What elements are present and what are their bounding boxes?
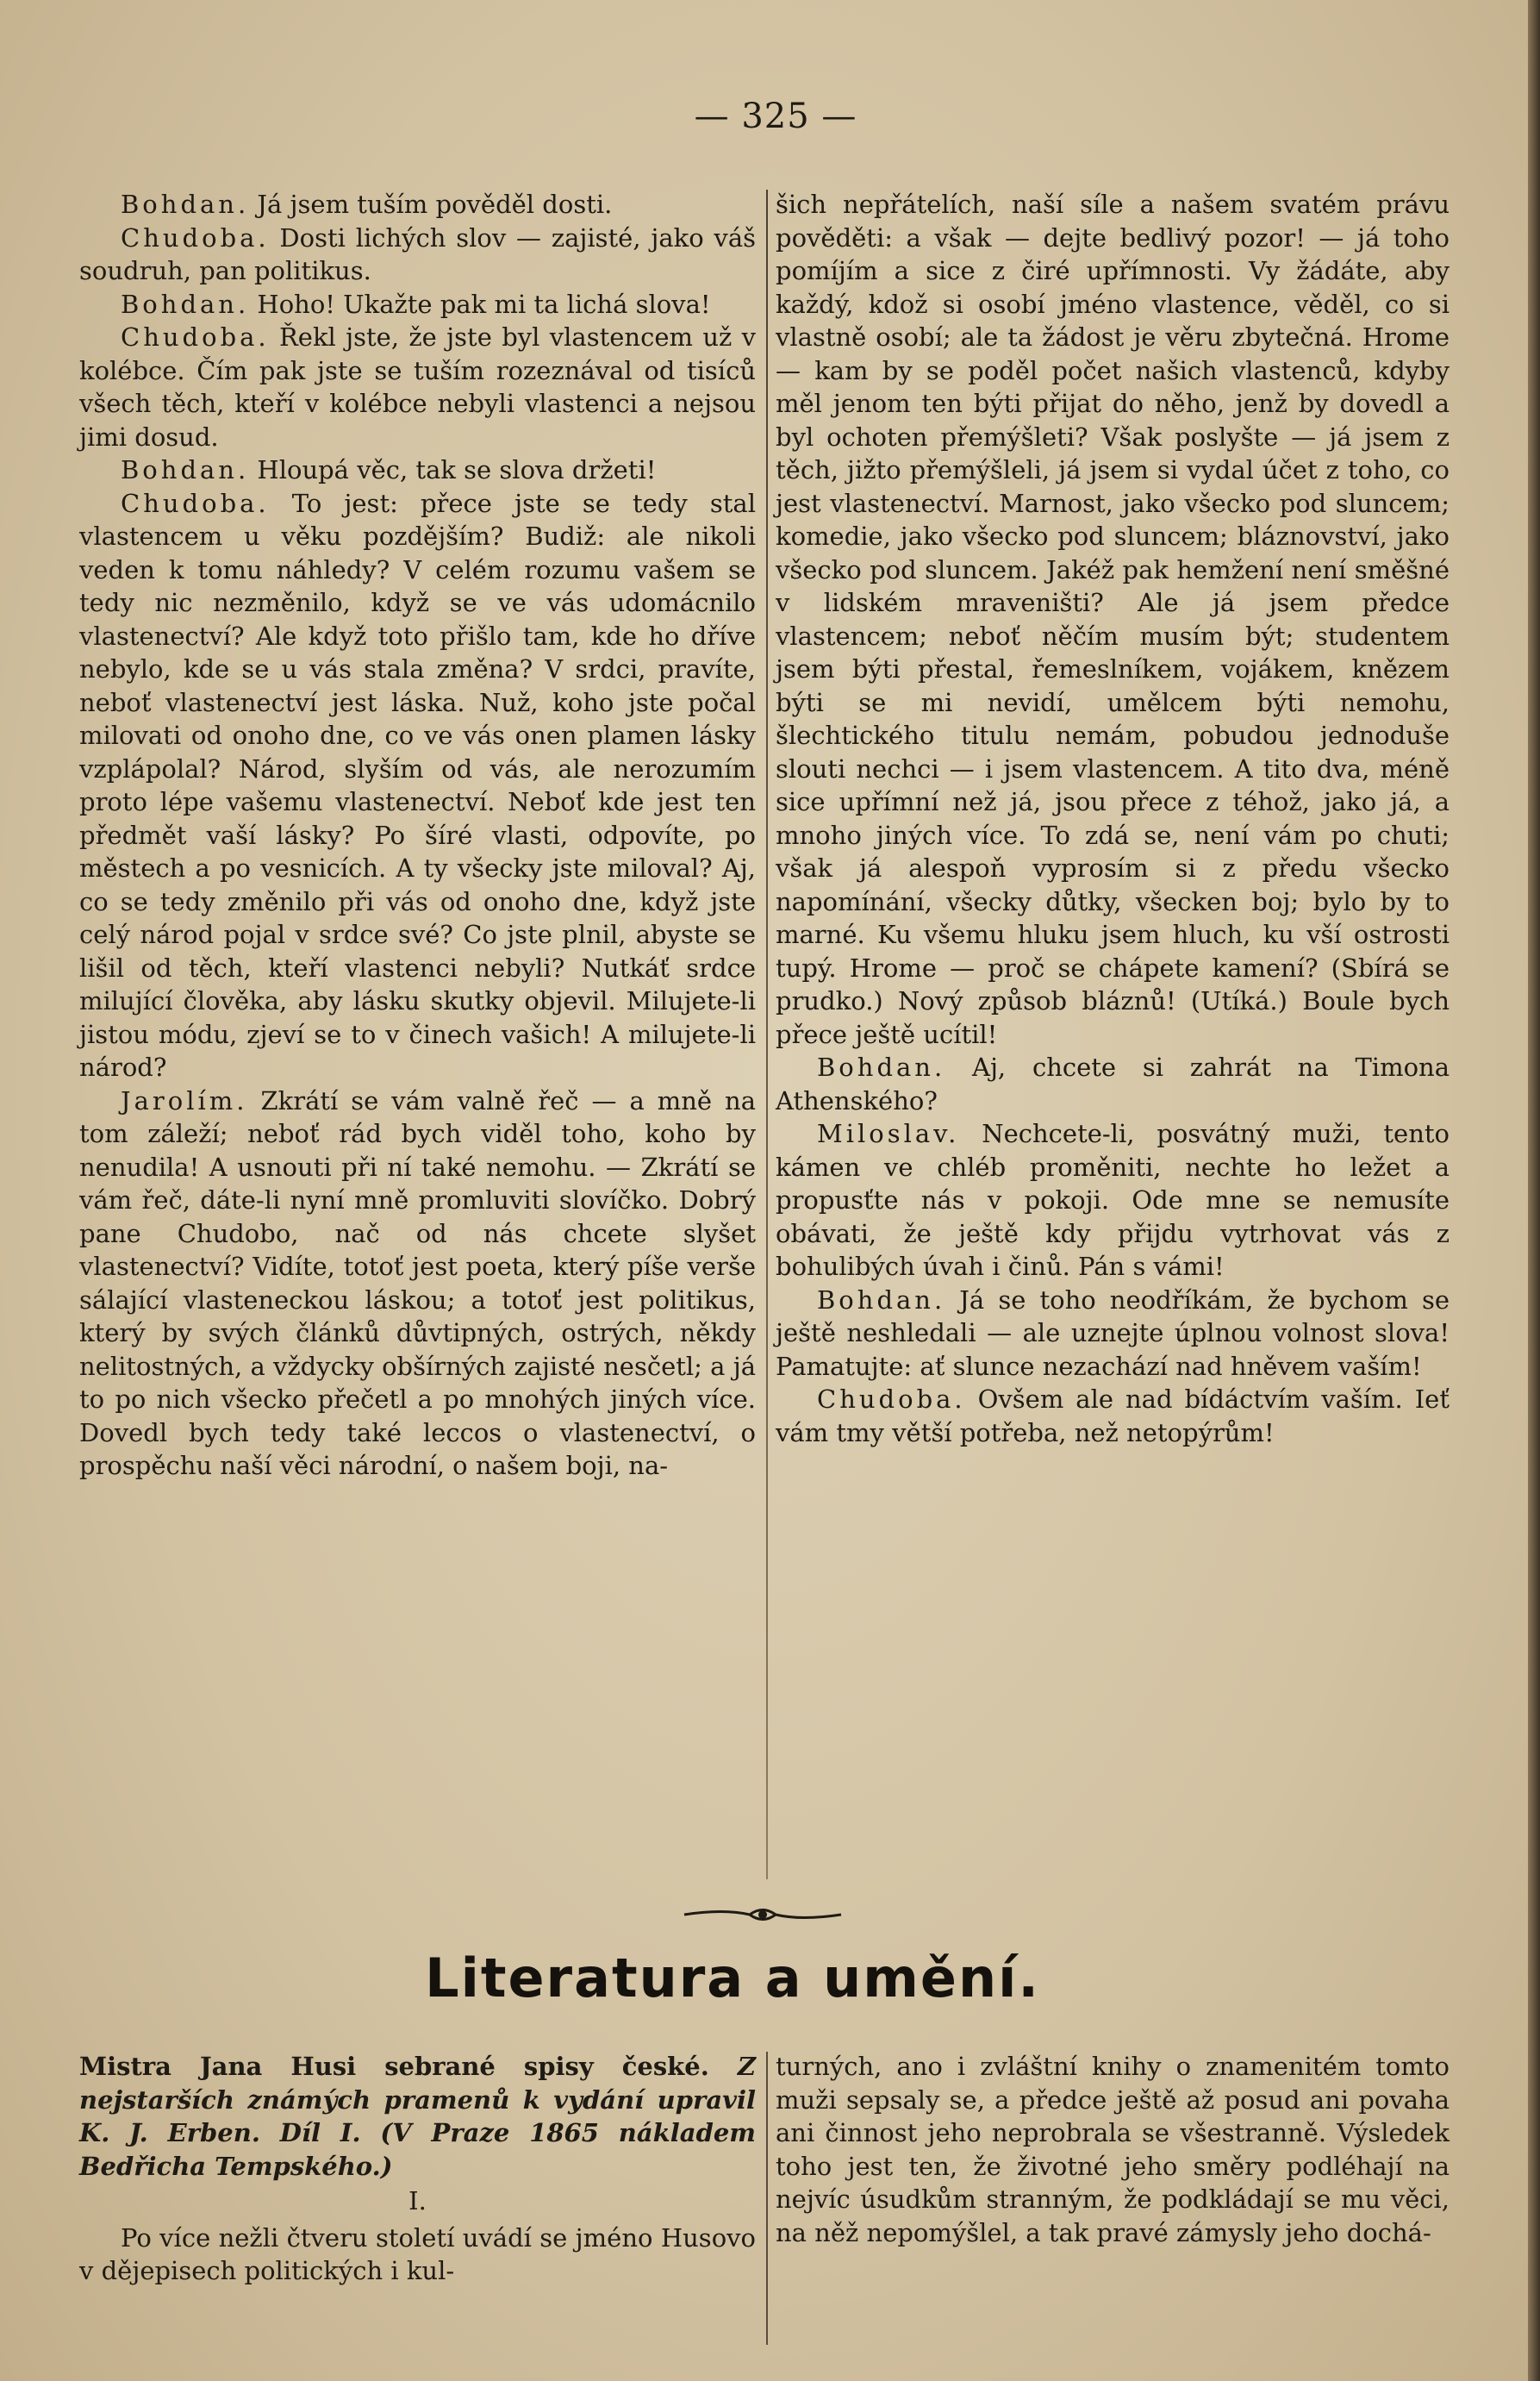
column-divider [766, 190, 768, 1879]
dialogue-paragraph [776, 188, 1450, 1051]
dialogue-text: To jest: přece jste se tedy stal vlastencem u věku pozdějším? Budiž: ale nikoli veden k tomu náhledy? V celém rozumu vašem se tedy nic nezměnilo, když se ve vás udomácnilo vlastenectví? Ale když toto přišlo tam, kde ho dříve nebylo, kde se u vás stala změna? V srdci, pravíte, neboť vlastenectví jest láska. Nuž, koho jste počal milovati od onoho dne, co ve vás onen plamen lásky vzplápolal? Národ, slyším od vás, ale nerozumím proto lépe vašemu vlastenectví. Neboť kde jest ten předmět vaší lásky? Po šíré vlasti, odpovíte, po městech a po vesnicích. A ty všecky jste miloval? Aj, co se tedy změnilo při vás od onoho dne, když jste celý národ pojal v srdce své? Co jste plnil, abyste se lišil od těch, kteří vlastenci nebyli? Nutkáť srdce milující člověka, aby lásku skutky objevil. Milujete-li jistou módu, zjeví se to v činech vašich! A milujete-li národ? [79, 488, 756, 1082]
review-title: Mistra Jana Husi sebrané spisy české. [79, 2052, 709, 2081]
dialogue-paragraph [79, 453, 756, 487]
dialogue-paragraph [79, 321, 756, 453]
dialogue-text: Dosti lichých slov — zajisté, jako váš soudruh, pan politikus. [79, 222, 756, 285]
speaker-name: Chudoba. [121, 488, 270, 518]
speaker-name: Bohdan. [121, 190, 250, 219]
dialogue-text: Řekl jste, že jste byl vlastencem už v kolébce. Čím pak jste se tuším rozeznával od tisíců všech těch, kteří v kolébce nebyli vlastenci a nejsou jimi dosud. [79, 322, 756, 452]
section-heading: Literatura a umění. [425, 1947, 1040, 2009]
dialogue-text: Hloupá věc, tak se slova držeti! [249, 455, 657, 484]
ornament-divider-icon [681, 1900, 845, 1929]
dialogue-paragraph [776, 1051, 1450, 1117]
speaker-name: Jarolím. [121, 1085, 248, 1116]
review-left-column [79, 2050, 756, 2288]
dialogue-paragraph [79, 288, 756, 322]
review-paragraph: Po více nežli čtveru století uvádí se jméno Husovo v dějepisech politických i kul- [79, 2222, 756, 2285]
speaker-name: Chudoba. [121, 322, 270, 352]
right-column [776, 188, 1450, 1449]
dialogue-text: Hoho! Ukažte pak mi ta lichá slova! [249, 289, 711, 319]
dialogue-paragraph [776, 1383, 1450, 1449]
speaker-name: Miloslav. [817, 1119, 960, 1148]
dialogue-text: Já se toho neodříkám, že bychom se ještě neshledali — ale uznejte úplnou volnost slova! Pamatujte: ať slunce nezachází nad hněvem vaším! [776, 1284, 1450, 1381]
dialogue-paragraph [776, 1284, 1450, 1384]
dialogue-paragraph [79, 188, 756, 222]
review-meta: Z nejstarších známých pramenů k vydání upravil K. J. Erben. Díl I. (V Praze 1865 nákladem Bedřicha Tempského.) [79, 2052, 757, 2181]
page-number: — 325 — [694, 97, 857, 136]
speaker-name: Bohdan. [817, 1284, 946, 1315]
dialogue-text: Zkrátí se vám valně řeč — a mně na tom záleží; neboť rád bych viděl toho, koho by nenudila! A usnouti při ní také nemohu. — Zkrátí se vám řeč, dáte-li nyní mně promluviti slovíčko. Dobrý pane Chudobo, nač od nás chcete slyšet vlastenectví? Vidíte, totoť jest poeta, který píše verše sálající vlasteneckou láskou; a totoť jest politikus, který by svých článků důvtipných, ostrých, někdy nelitostných, a vždycky obšírných zajisté nesčetl; a já to po nich všecko přečetl a po mnohých jiných více. Dovedl bych tedy také leccos o vlastenectví, o prospěchu naší věci národní, o našem boji, na- [79, 1085, 756, 1480]
dialogue-text: Nechcete-li, posvátný muži, tento kámen ve chléb proměniti, nechte ho ležet a propusťte nás v pokoji. Ode mne se nemusíte obávati, že ještě kdy přijdu vytrhovat vás z bohulibých úvah i činů. Pán s vámi! [776, 1119, 1450, 1281]
review-column-divider [766, 2052, 768, 2345]
dialogue-text: šich nepřátelích, naší síle a našem svatém právu pověděti: a však — dejte bedlivý pozor! — já toho pomíjím a sice z čiré upřímnosti. Vy žádáte, aby každý, kdož si osobí jméno vlastence, věděl, co si vlastně osobí; ale ta žádost je věru zbytečná. Hrome — kam by se poděl počet našich vlastenců, kdyby měl jenom ten býti přijat do něho, jenž by dovedl a byl ochoten přemýšleti? Však poslyšte — já jsem z těch, jižto přemýšleli, já jsem si vydal účet z toho, co jest vlastenectví. Marnost, jako všecko pod sluncem; komedie, jako všecko pod sluncem; bláznovství, jako všecko pod sluncem. Jakéž pak hemžení není směšné v lidském mraveništi? Ale já jsem předce vlastencem; neboť něčím musím být; studentem jsem býti přestal, řemeslníkem, vojákem, knězem býti se mi nevidí, umělcem býti nemohu, šlechtického titulu nemám, pobudou jednoduše slouti nechci — i jsem vlastencem. A tito dva, méně sice upřímní než já, jsou přece z téhož, jako já, a mnoho jiných více. To zdá se, není vám po chuti; však já alespoň vyprosím si z předu všecko napomínání, všecky důtky, všecken boj; bylo by to marné. Ku všemu hluku jsem hluch, ku vší ostrosti tupý. Hrome — proč se chápete kamení? (Sbírá se prudko.) Nový způsob bláznů! (Utíká.) Boule bych přece ještě ucítil! [776, 190, 1450, 1049]
review-right-column [776, 2050, 1450, 2249]
dialogue-text: Aj, chcete si zahrát na Timona Athenského? [776, 1053, 1450, 1116]
review-header [79, 2050, 756, 2183]
page-edge-shadow [1528, 0, 1540, 2381]
review-paragraph-continued: turných, ano i zvláštní knihy o znamenitém tomto muži sepsaly se, a předce ještě až posud ani povaha ani činnost jeho neprobrala se všestranně. Výsledek toho jest ten, že životné jeho směry podléhají na nejvíc úsudkům stranným, že podkládají se mu věci, na něž nepomýšlel, a tak pravé zámysly jeho dochá- [776, 2052, 1450, 2247]
dialogue-text: Ovšem ale nad bídáctvím vaším. Ieť vám tmy větší potřeba, než netopýrům! [776, 1384, 1450, 1447]
dialogue-paragraph [79, 222, 756, 288]
speaker-name: Bohdan. [121, 455, 250, 484]
dialogue-paragraph [79, 1084, 756, 1483]
review-numeral: I. [408, 2186, 427, 2215]
speaker-name: Chudoba. [121, 222, 270, 253]
speaker-name: Bohdan. [121, 289, 250, 319]
left-column [79, 188, 756, 1483]
speaker-name: Chudoba. [817, 1384, 966, 1414]
dialogue-paragraph [79, 487, 756, 1084]
dialogue-text: Já jsem tuším pověděl dosti. [249, 190, 613, 219]
dialogue-paragraph [776, 1117, 1450, 1284]
speaker-name: Bohdan. [817, 1053, 946, 1082]
